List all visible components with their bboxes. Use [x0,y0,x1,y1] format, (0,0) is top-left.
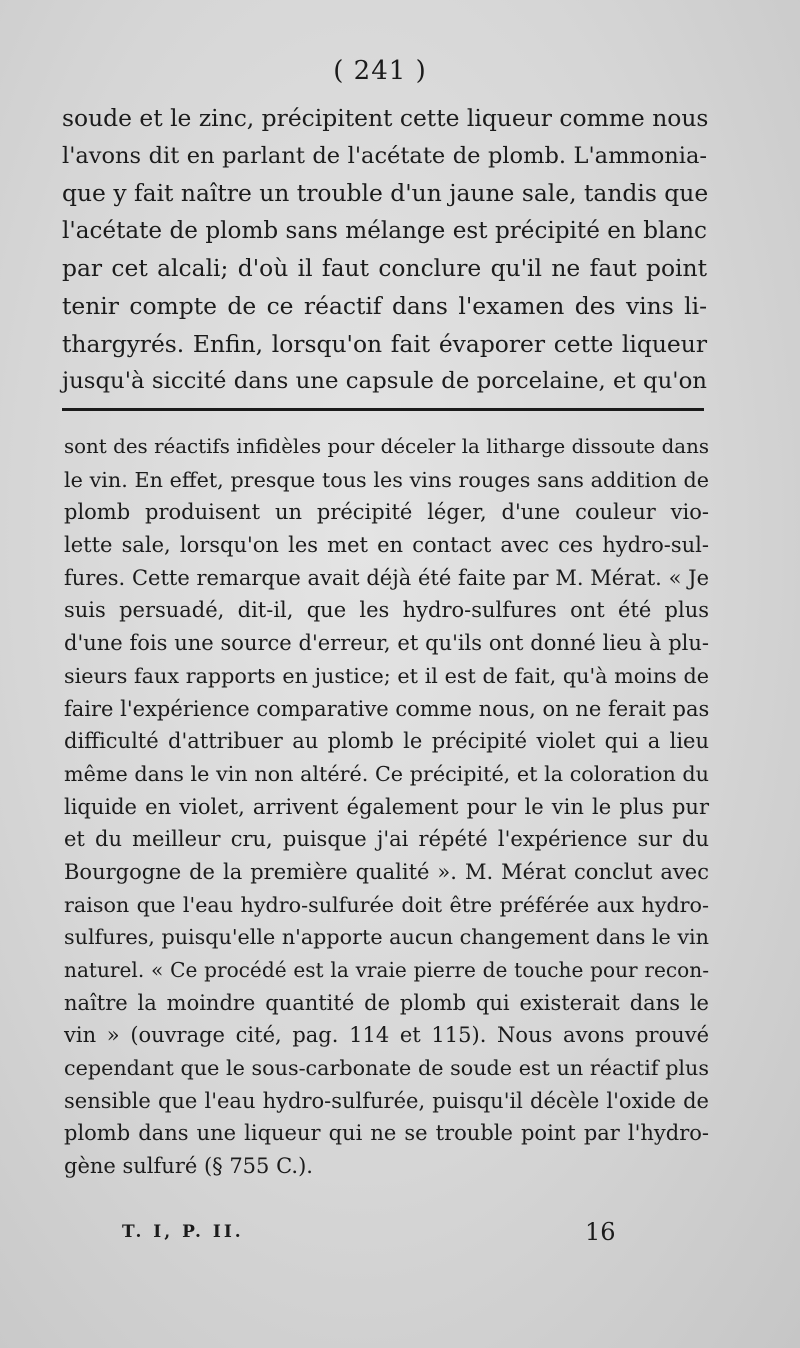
footnote-line: vin » (ouvrage cité, pag. 114 et 115). Nous avons prouvé [64,1023,709,1048]
main-text-line: l'acétate de plomb sans mélange est précipité en blanc [62,217,707,244]
footnote-line: fures. Cette remarque avait déjà été faite par M. Mérat. « Je [64,565,709,590]
signature-mark: T. I, P. II. [122,1222,244,1242]
footnote-line: sensible que l'eau hydro-sulfurée, puisqu'il décèle l'oxide de [64,1088,709,1113]
footnote-line: difficulté d'attribuer au plomb le précipité violet qui a lieu [64,729,709,754]
footnote-line: gène sulfuré (§ 755 C.). [64,1154,313,1179]
page-number-header: ( 241 ) [333,56,427,86]
footnote-line: suis persuadé, dit-il, que les hydro-sulfures ont été plus [64,598,709,623]
footnote-line: naturel. « Ce procédé est la vraie pierre de touche pour recon- [64,958,709,982]
main-text-line: tenir compte de ce réactif dans l'examen des vins li- [62,291,707,320]
footnote-line: le vin. En effet, presque tous les vins rouges sans addition de [64,467,709,492]
footnote-line: faire l'expérience comparative comme nous, on ne ferait pas [64,696,710,721]
footnote-line: naître la moindre quantité de plomb qui existerait dans le [64,990,709,1015]
footnote-line: même dans le vin non altéré. Ce précipité, et la coloration du [64,761,709,786]
footnote-line: plomb dans une liqueur qui ne se trouble point par l'hydro- [64,1121,709,1146]
main-text-line: que y fait naître un trouble d'un jaune sale, tandis que [62,179,709,208]
footnote-line: d'une fois une source d'erreur, et qu'ils ont donné lieu à plu- [64,631,709,656]
footnote-line: raison que l'eau hydro-sulfurée doit être préférée aux hydro- [64,892,709,917]
main-text-line: par cet alcali; d'où il faut conclure qu'il ne faut point [62,254,707,283]
main-text [62,100,707,401]
main-text-line: l'avons dit en parlant de l'acétate de plomb. L'ammonia- [62,142,707,169]
footnote-separator-rule [62,408,704,411]
main-text-line: thargyrés. Enfin, lorsqu'on fait évaporer cette liqueur [62,329,707,358]
main-text-line: jusqu'à siccité dans une capsule de porcelaine, et qu'on [62,368,707,395]
footnote-line: liquide en violet, arrivent également pour le vin le plus pur [64,794,709,819]
footnote-line: sieurs faux rapports en justice; et il est de fait, qu'à moins de [64,663,709,688]
footnote-line: lette sale, lorsqu'on les met en contact avec ces hydro-sul- [64,533,709,558]
main-text-line: soude et le zinc, précipitent cette liqueur comme nous [62,104,709,132]
footnote-line: et du meilleur cru, puisque j'ai répété l'expérience sur du [64,827,709,852]
footnote-line: plomb produisent un précipité léger, d'une couleur vio- [64,500,709,525]
footnote-text [64,431,709,1183]
footnote-line: cependant que le sous-carbonate de soude est un réactif plus [64,1056,709,1081]
folio-number: 16 [585,1218,616,1246]
footnote-line: sulfures, puisqu'elle n'apporte aucun changement dans le vin [64,925,709,950]
footnote-line: sont des réactifs infidèles pour déceler la litharge dissoute dans [64,435,709,458]
footnote-line: Bourgogne de la première qualité ». M. Mérat conclut avec [64,859,709,884]
